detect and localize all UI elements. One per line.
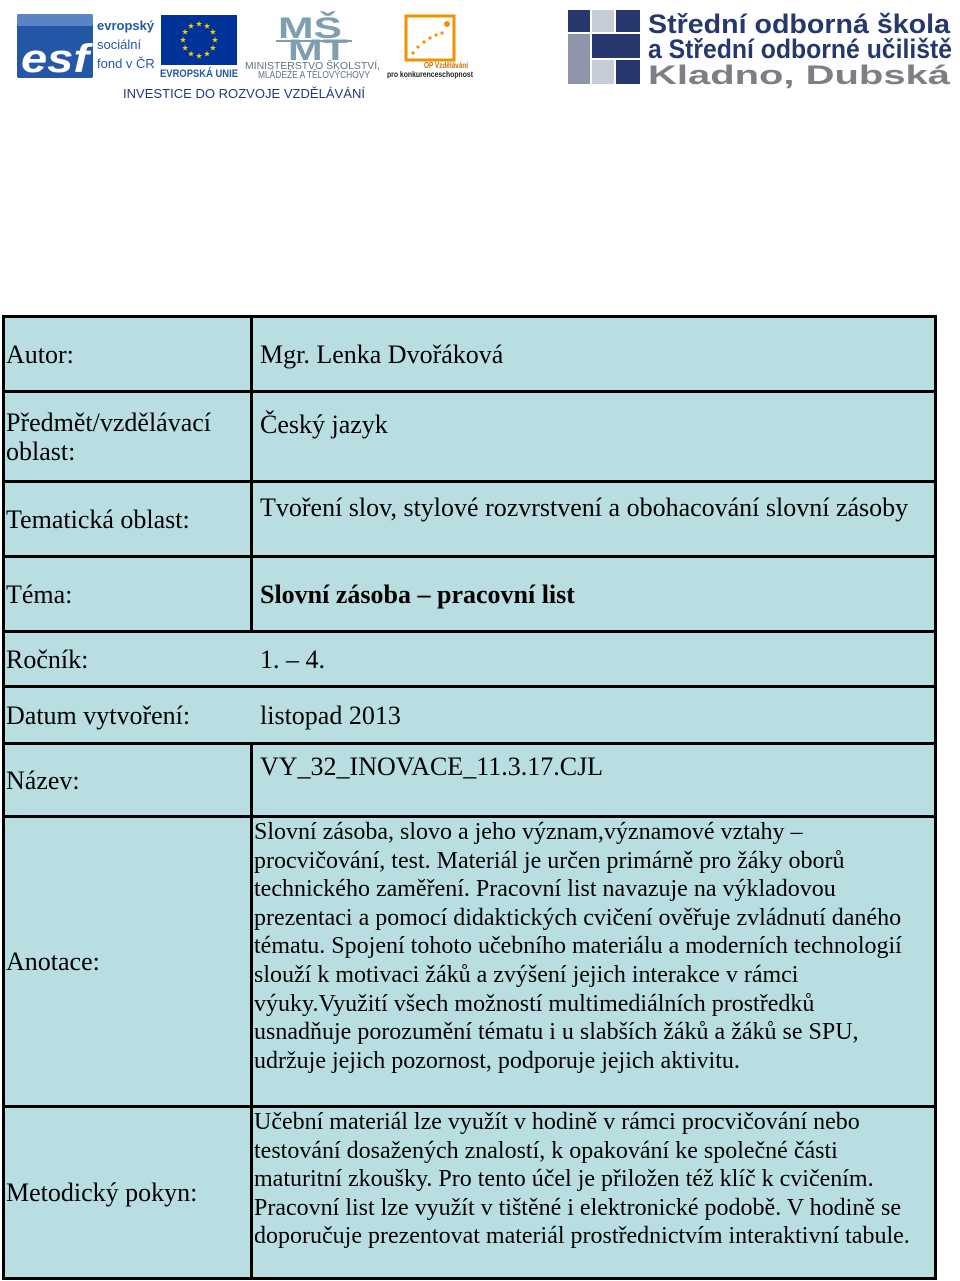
date-created-row [5, 688, 934, 742]
esf-logo-mark: esf [21, 37, 94, 81]
subject-value: Český jazyk [260, 410, 388, 439]
author-value: Mgr. Lenka Dvořáková [260, 339, 504, 369]
methodical-instruction-line: Pracovní list lze využít v tištěné i elektronické podobě. V hodině se [254, 1194, 901, 1221]
msmt-logo-line: MINISTERSTVO ŠKOLSTVÍ, [245, 61, 375, 72]
eu-logo [160, 15, 252, 80]
methodical-instruction-line: testování dosažených znalostí, k opakování ke společné části [254, 1137, 838, 1164]
methodical-instruction-label-cell [5, 1108, 250, 1277]
eu-logo-label: EVROPSKÁ UNIE [160, 68, 252, 80]
esf-logo-stripe [17, 14, 93, 26]
author-value-cell [253, 318, 934, 390]
school-name-line: Střední odborná škola [648, 9, 952, 39]
esf-logo-line: sociální [97, 37, 142, 52]
op-logo [387, 16, 473, 79]
date-created-label: Datum vytvoření: [6, 700, 191, 730]
op-logo-dot [444, 21, 450, 27]
grade-value: 1. – 4. [260, 644, 325, 674]
msmt-logo-line: MLÁDEŽE A TĚLOVÝCHOVY [258, 70, 392, 81]
subject-value-cell [253, 393, 934, 480]
methodical-instruction-text [253, 1108, 934, 1277]
thematic-area-value: Tvoření slov, stylové rozvrstvení a obohacování slovní zásoby [260, 493, 909, 522]
methodical-instruction-label: Metodický pokyn: [6, 1178, 198, 1207]
annotation-line: výuky.Využití všech možností multimediálních prostředků [254, 990, 815, 1017]
subject-label-cell [5, 393, 250, 480]
school-emblem-icon [568, 10, 640, 84]
annotation-label-cell [5, 818, 250, 1105]
annotation-text [253, 818, 934, 1105]
annotation-line: slouží k motivaci žáků a zvýšení jejich interakce v rámci [254, 961, 799, 988]
grade-row [5, 633, 934, 685]
op-logo-dot [422, 40, 425, 43]
topic-value: Slovní zásoba – pracovní list [260, 579, 575, 609]
op-logo-dot [428, 36, 431, 39]
subject-label: Předmět/vzdělávací oblast: [6, 407, 212, 466]
op-logo-line: OP Vzdělávání [424, 61, 469, 70]
op-logo-dot [434, 33, 437, 36]
esf-logo-line: evropský [97, 18, 155, 33]
annotation-line: procvičování, test. Materiál je určen primárně pro žáky oborů [254, 847, 845, 874]
name-value-cell [253, 745, 934, 815]
thematic-area-value-cell [253, 483, 934, 555]
annotation-line: Slovní zásoba, slovo a jeho význam,významové vztahy – [254, 819, 803, 845]
op-logo-dot [416, 45, 419, 48]
thematic-area-label-cell [5, 483, 250, 555]
methodical-instruction-line: doporučuje prezentovat materiál prostřednictvím interaktivní tabule. [254, 1223, 910, 1250]
name-label-cell [5, 745, 250, 815]
esf-logo-line: fond v ČR [97, 56, 155, 71]
annotation-line: tématu. Spojení tohoto učebního materiálu a moderních technologií [254, 933, 902, 960]
annotation-line: prezentaci a pomocí didaktických cvičení ověřuje zvládnutí daného [254, 904, 902, 931]
op-logo-line: pro konkurenceschopnost [387, 70, 474, 79]
school-location-line: Kladno, Dubská [648, 60, 952, 90]
grade-label: Ročník: [6, 644, 89, 674]
msmt-logo [245, 11, 392, 81]
annotation-line: technického zaměření. Pracovní list navazuje na výkladovou [254, 876, 836, 903]
annotation-line: usnadňuje porozumění tématu i u slabších žáků a žáků se SPU, [254, 1019, 859, 1046]
header-logos [0, 0, 960, 110]
msmt-logo-mark-top: MŠ [278, 12, 323, 45]
author-label: Autor: [6, 339, 74, 369]
investment-tagline: INVESTICE DO ROZVOJE VZDĚLÁVÁNÍ [123, 86, 366, 101]
topic-value-cell [253, 558, 934, 630]
name-value: VY_32_INOVACE_11.3.17.CJL [260, 752, 604, 781]
date-created-value: listopad 2013 [260, 700, 401, 730]
msmt-logo-mark-bottom: MT [288, 34, 348, 67]
topic-label-cell [5, 558, 250, 630]
info-table [2, 315, 937, 1280]
op-logo-dot [411, 51, 414, 54]
topic-label: Téma: [6, 579, 73, 609]
name-label: Název: [6, 765, 80, 795]
school-name-line: a Střední odborné učiliště [648, 34, 952, 64]
annotation-label: Anotace: [6, 947, 100, 976]
op-logo-dot [440, 31, 443, 34]
school-logo [568, 9, 952, 90]
annotation-line: udržuje jejich pozornost, podporuje jejich aktivitu. [254, 1047, 740, 1074]
author-label-cell [5, 318, 250, 390]
methodical-instruction-line: Učební materiál lze využít v hodině v rámci procvičování nebo [254, 1109, 860, 1135]
esf-logo [17, 14, 155, 81]
thematic-area-label: Tematická oblast: [6, 504, 190, 534]
methodical-instruction-line: maturitní zkoušky. Pro tento účel je přiložen též klíč k cvičením. [254, 1166, 874, 1193]
